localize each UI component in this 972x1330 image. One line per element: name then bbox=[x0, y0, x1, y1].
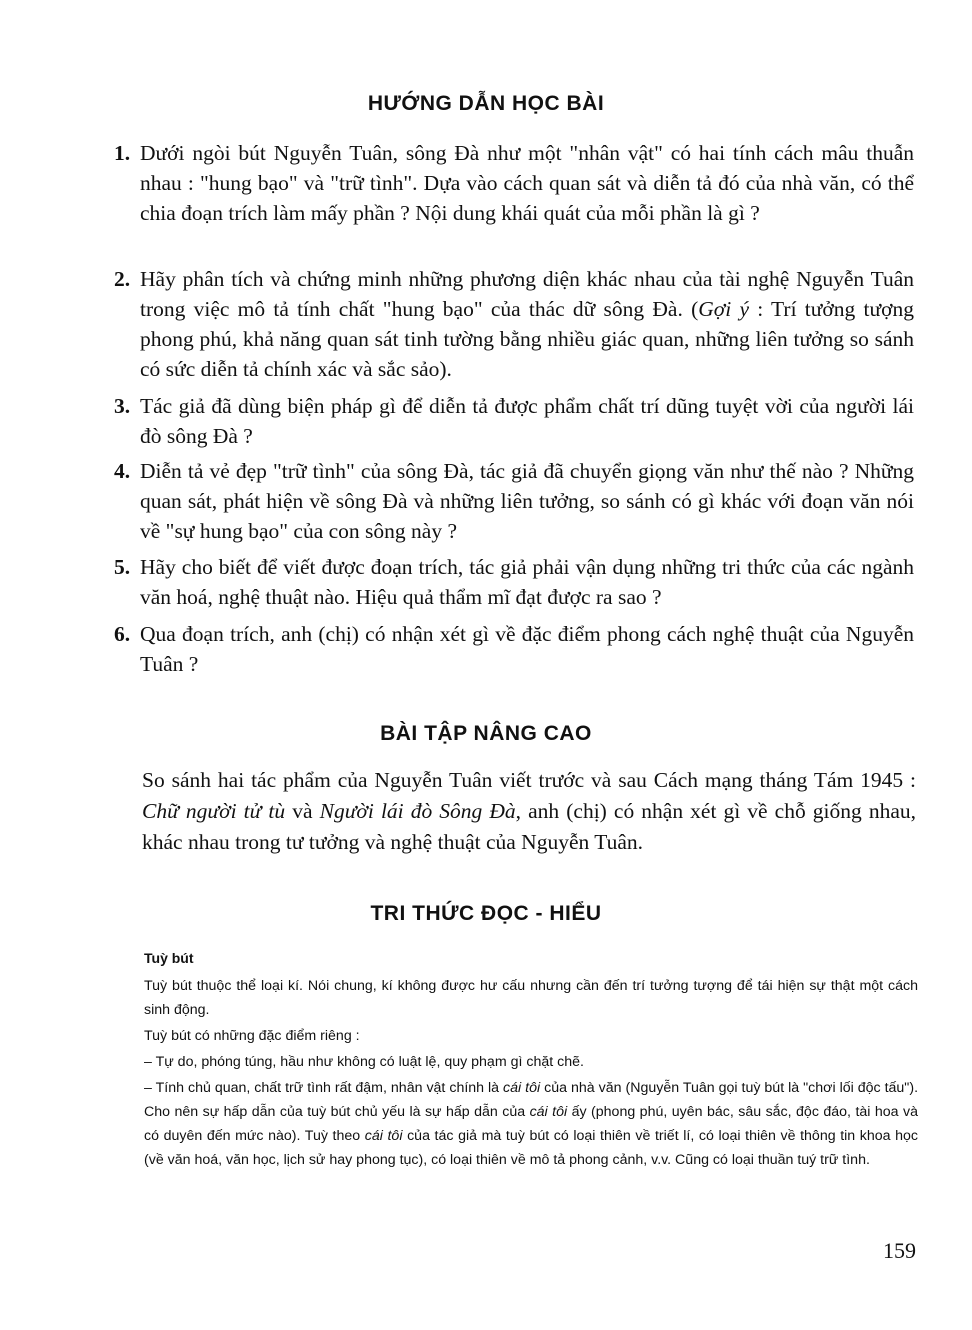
paragraph: Tuỳ bút có những đặc điểm riêng : bbox=[144, 1028, 360, 1044]
question-number: 4. bbox=[114, 459, 131, 483]
question-text: Tác giả đã dùng biện pháp gì để diễn tả được phẩm chất trí dũng tuyệt vời của người lái đò sông Đà ? bbox=[140, 394, 914, 448]
question-number: 3. bbox=[114, 394, 131, 418]
work-title: Người lái đò Sông Đà bbox=[319, 799, 516, 823]
knowledge-block bbox=[116, 946, 918, 1172]
page-number: 159 bbox=[883, 1238, 916, 1263]
paragraph: – Tính chủ quan, chất trữ tình rất đậm, nhân vật chính là cái tôi của nhà văn (Nguyễn Tuân gọi tuỳ bút là "chơi lối độc tấu"). Cho nên sự hấp dẫn của tuỳ bút chủ yếu là sự hấp dẫn của cái tôi ấy (phong phú, uyên bác, sâu sắc, độc đáo, tài hoa và có duyên đến mức nào). Tuỳ theo cái tôi của tác giả mà tuỳ bút có loại thiên về triết lí, có loại thiên về thông tin khoa học (về văn hoá, văn học, lịch sử hay phong tục), có loại thiên về mô tả phong cảnh, v.v. Cũng có loại thuần tuý trữ tình. bbox=[144, 1080, 919, 1168]
question-text: Diễn tả vẻ đẹp "trữ tình" của sông Đà, tác giả đã chuyển giọng văn như thế nào ? Những quan sát, phát hiện về sông Đà và những liên tưởng, so sánh có gì khác với đoạn văn nói về "sự hung bạo" của con sông này ? bbox=[140, 459, 914, 543]
hint-label: Gợi ý bbox=[698, 297, 749, 321]
question-4 bbox=[114, 456, 914, 546]
question-text: Hãy phân tích và chứng minh những phương diện khác nhau của tài nghệ Nguyễn Tuân trong việc mô tả tính chất "hung bạo" của thác dữ sông Đà. (Gợi ý : Trí tưởng tượng phong phú, khả năng quan sát tinh tường bằng nhiều giác quan, những liên tưởng so sánh có sức diễn tả chính xác và sắc sảo). bbox=[140, 267, 914, 381]
question-number: 2. bbox=[114, 267, 131, 291]
question-number: 5. bbox=[114, 555, 131, 579]
advanced-exercise-text: So sánh hai tác phẩm của Nguyễn Tuân viết trước và sau Cách mạng tháng Tám 1945 : Chữ người tử tù và Người lái đò Sông Đà, anh (chị) có nhận xét gì về chỗ giống nhau, khác nhau trong tư tưởng và nghệ thuật của Nguyễn Tuân. bbox=[142, 768, 916, 854]
question-text: Dưới ngòi bút Nguyễn Tuân, sông Đà như một "nhân vật" có hai tính cách mâu thuẫn nhau : "hung bạo" và "trữ tình". Dựa vào cách quan sát và diễn tả đó của nhà văn, có thể chia đoạn trích làm mấy phần ? Nội dung khái quát của mỗi phần là gì ? bbox=[140, 141, 914, 225]
question-2 bbox=[114, 264, 914, 384]
section-title-huong-dan: HƯỚNG DẪN HỌC BÀI bbox=[367, 92, 605, 115]
question-number: 1. bbox=[114, 141, 131, 165]
question-6 bbox=[114, 619, 914, 679]
question-3 bbox=[114, 391, 914, 451]
subheading: Tuỳ bút bbox=[144, 950, 194, 966]
question-1 bbox=[114, 138, 914, 228]
work-title: Chữ người tử tù bbox=[142, 799, 286, 823]
question-text: Qua đoạn trích, anh (chị) có nhận xét gì về đặc điểm phong cách nghệ thuật của Nguyễn Tuân ? bbox=[140, 622, 914, 676]
question-text: Hãy cho biết để viết được đoạn trích, tác giả phải vận dụng những tri thức của các ngành văn hoá, nghệ thuật nào. Hiệu quả thẩm mĩ đạt được ra sao ? bbox=[140, 555, 914, 609]
question-number: 6. bbox=[114, 622, 131, 646]
paragraph: – Tự do, phóng túng, hầu như không có luật lệ, quy phạm gì chặt chẽ. bbox=[144, 1054, 584, 1070]
paragraph: Tuỳ bút thuộc thể loại kí. Nói chung, kí không được hư cấu nhưng cần đến trí tưởng tượng để tái hiện sự thật một cách sinh động. bbox=[144, 978, 918, 1018]
section-title-tri-thuc: TRI THỨC ĐỌC - HIỂU bbox=[370, 902, 602, 925]
question-5 bbox=[114, 552, 914, 612]
section-title-bai-tap: BÀI TẬP NÂNG CAO bbox=[380, 722, 592, 745]
